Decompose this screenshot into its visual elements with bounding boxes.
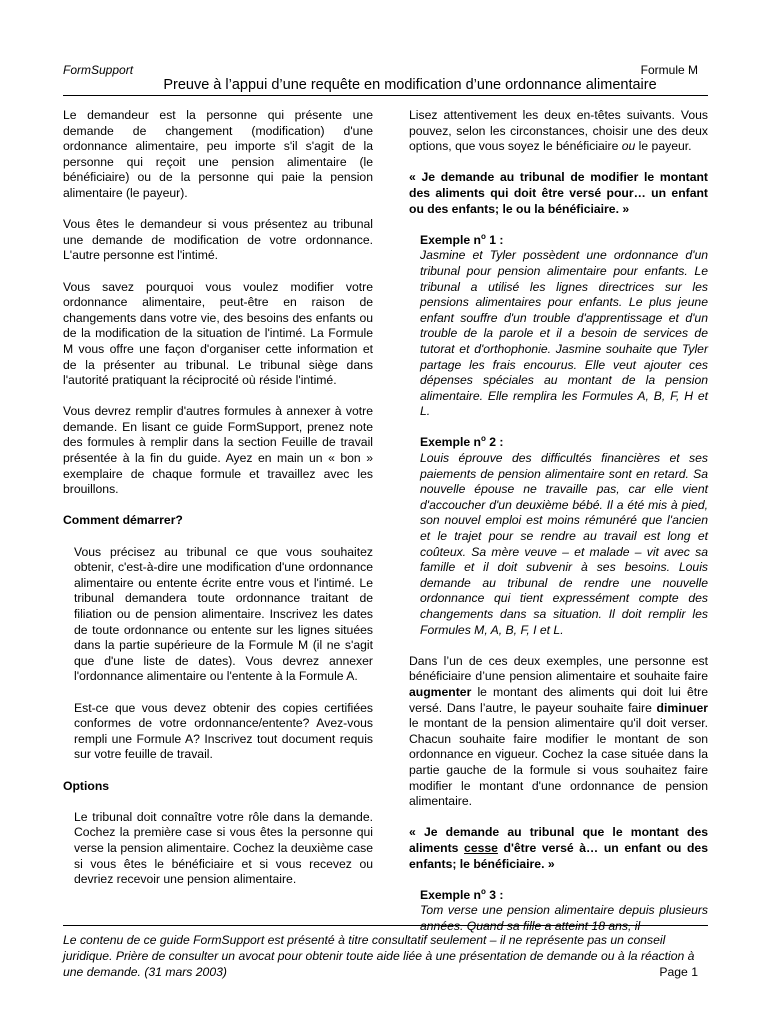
page-title: Preuve à l’appui d’une requête en modification d’une ordonnance alimentaire [163,77,657,93]
example-3-title: Exemple $n^o$ 3 : [420,886,504,902]
example-1-body: Jasmine et Tyler possèdent une ordonnance d'un tribunal pour pension alimentaire pour enfants. Le tribunal a utilisé les lignes directrices sur les pensions alimentaires pour enfants. Le plus jeune enfant souffre d'un trouble d'apprentissage et d'un trouble de la parole et il a besoin de services de tutorat et d'orthophonie. Jasmine souhaite que Tyler partage les frais encourus. Elle veut ajouter ces dépenses spéciales au montant de la pension alimentaire. Elle remplira les Formules A, B, F, H et L. [420,248,708,419]
right-column [409,108,708,950]
footer-disclaimer: Le contenu de ce guide FormSupport est présenté à titre consultatif seulement – il ne représente pas un conseil juridique. Prière de consulter un avocat pour obtenir toute aide liée à une présentation de demande ou à la réaction à une demande. (31 mars 2003) [63,933,695,979]
header-form-label: Formule M [640,63,698,77]
example-1-title: Exemple $n^o$ 1 : [420,231,504,247]
paragraph-pourquoi: Vous savez pourquoi vous voulez modifier votre ordonnance alimentaire, peut-être en raison de changements dans votre vie, des besoins des enfants ou de la modification de la situation de l'intimé. La Formule M vous offre une façon d'organiser cette information et de la présenter au tribunal. Le tribunal siège dans l'autorité pratiquant la réciprocité où réside l'intimé. [63,279,373,388]
heading-options: Options [63,778,110,793]
paragraph-intro: Lisez attentivement les deux en-têtes suivants. Vous pouvez, selon les circonstances, choisir une des deux options, que vous soyez le bénéficiaire ou le payeur. [409,108,708,154]
paragraph-copies: Est-ce que vous devez obtenir des copies certifiées conformes de votre ordonnance/entente? Avez-vous rempli une Formule A? Inscrivez tout document requis sur votre feuille de travail. [74,700,373,762]
option-cesse-heading: « Je demande au tribunal que le montant des aliments cesse d'être versé à… un enfant ou des enfants; le bénéficiaire. » [409,825,708,871]
footer-divider [63,925,708,926]
paragraph-deux-exemples: Dans l’un de ces deux exemples, une personne est bénéficiaire d’une pension alimentaire et souhaite faire augmenter le montant des aliments qui doit lui être versé. Dans l’autre, le payeur souhaite faire diminuer le montant de la pension alimentaire qu'il doit verser. Chacun souhaite faire modifier le montant de son ordonnance en vigueur. Cochez la case située dans la partie gauche de la formule si vous souhaitez faire modifier le montant d'une ordonnance de pension alimentaire. [409,653,708,809]
left-column [63,108,373,903]
paragraph-autres-formules: Vous devrez remplir d'autres formules à annexer à votre demande. En lisant ce guide FormSupport, prenez note des formules à remplir dans la section Feuille de travail présentée à la fin du guide. Ayez en main un « bon » exemplaire de chaque formule et travaillez avec les brouillons. [63,404,373,497]
example-3-body: Tom verse une pension alimentaire depuis plusieurs années. Quand sa fille a atteint 18 ans, il [420,903,708,933]
heading-comment-demarrer: Comment démarrer? [63,513,183,528]
paragraph-demandeur: Le demandeur est la personne qui présente une demande de changement (modification) d'une ordonnance alimentaire, peu importe s'il s'agit de la personne qui reçoit une pension alimentaire (le bénéficiaire) ou de la personne qui paie la pension alimentaire (le payeur). [63,108,373,200]
option-modifier-heading: « Je demande au tribunal de modifier le montant des aliments qui doit être versé pour… un enfant ou des enfants; le ou la bénéficiaire. » [409,170,708,216]
paragraph-role: Le tribunal doit connaître votre rôle dans la demande. Cochez la première case si vous êtes la personne qui verse la pension alimentaire. Cochez la deuxième case si vous êtes le bénéficiaire et si vous recevez ou devriez recevoir une pension alimentaire. [74,809,373,887]
paragraph-vous-etes: Vous êtes le demandeur si vous présentez au tribunal une demande de modification de votre ordonnance. L'autre personne est l'intimé. [63,217,373,263]
example-2-title: Exemple $n^o$ 2 : [420,434,504,450]
page-number: Page 1 [659,965,698,979]
example-2-body: Louis éprouve des difficultés financières et ses paiements de pension alimentaire sont en retard. Sa nouvelle épouse ne travaille pas, car elle vient d'accoucher d'un deuxième bébé. Il a été mis à pied, son nouvel emploi est moins rémunéré que l'ancien et le trajet pour se rendre au travail est long et coûteux. Sa mère veuve – et malade – vit avec sa famille et il doit subvenir à ses besoins. Louis demande au tribunal de rendre une nouvelle ordonnance qui tient expressément compte des changements dans sa situation. Il doit remplir les Formules M, A, B, F, I et L. [420,451,708,637]
header-divider [63,95,708,96]
header-brand: FormSupport [63,63,134,77]
paragraph-precisez: Vous précisez au tribunal ce que vous souhaitez obtenir, c'est-à-dire une modification d'une ordonnance alimentaire ou entente écrite entre vous et l'intimé. Le tribunal demandera toute ordonnance traitant de filiation ou de pension alimentaire. Inscrivez les dates de toute ordonnance ou entente sur les lignes situées dans la partie supérieure de la Formule M (il ne s'agit que d'une liste de dates). Vous devrez annexer l'ordonnance alimentaire ou l'entente à la Formule A. [74,544,373,684]
